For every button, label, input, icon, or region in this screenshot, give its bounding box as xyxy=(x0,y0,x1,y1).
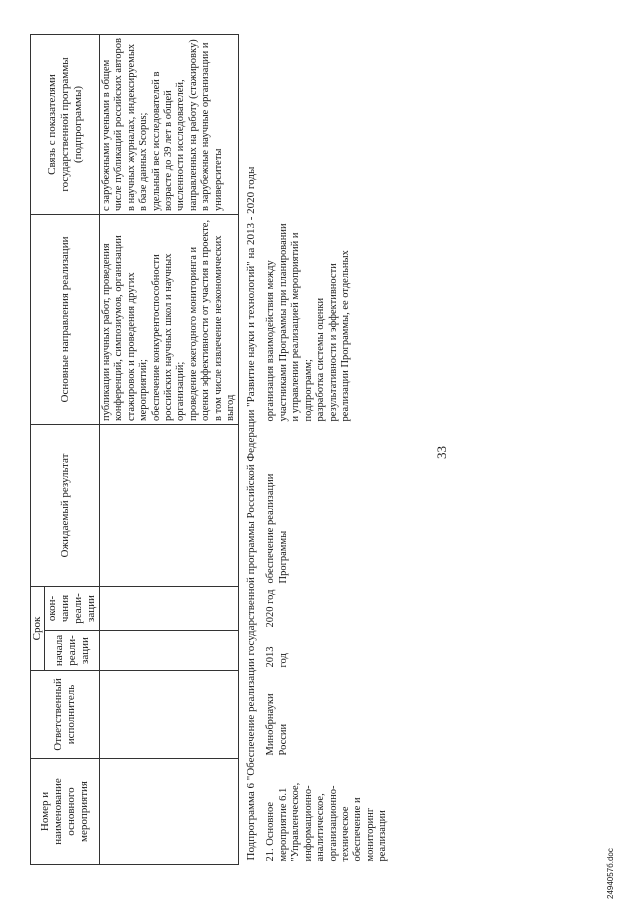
table-container xyxy=(30,35,391,865)
table-row-continuation xyxy=(100,35,239,865)
header-end: окон-чания реали-зации xyxy=(45,587,100,631)
header-number-name: Номер и наименование основного мероприятия xyxy=(31,759,100,865)
cell-executor: Минобрнауки России xyxy=(265,693,289,756)
table-header-row xyxy=(31,35,45,865)
cell-start-year: 2013 год xyxy=(265,646,289,668)
subprogram-title: Подпрограмма 6 "Обеспечение реализации государственной программы Российской Федерации "Развитие науки и технологий" на 2013 - 2020 годы xyxy=(239,35,265,865)
cell-empty xyxy=(100,631,239,671)
table-row-21 xyxy=(264,35,390,865)
cell-empty xyxy=(100,587,239,631)
cell-measure-name: 21. Основное мероприятие 6.1 "Управленческое, информационно-аналитическое, организационно-техническое обеспечение и мониторинг реализации xyxy=(265,782,389,862)
cell-empty xyxy=(100,671,239,759)
header-start: начала реали-зации xyxy=(45,631,100,671)
header-executor: Ответственный исполнитель xyxy=(31,671,100,759)
header-main-directions: Основные направления реализации xyxy=(31,215,100,425)
header-expected-result: Ожидаемый результат xyxy=(31,425,100,587)
cell-indicators-cont: с зарубежными учеными в общем числе публикаций российских авторов в научных журналах, индексируемых в базе данных Scopus; удельный вес исследователей в возрасте до 39 лет в общей численности исследователей, направленных на работу (стажировку) в зарубежные научные организации и университеты xyxy=(100,35,239,215)
measures-table xyxy=(30,34,391,865)
cell-expected-result: обеспечение реализации Программы xyxy=(265,473,289,584)
cell-indicators xyxy=(264,35,390,215)
subprogram-row xyxy=(239,35,265,865)
cell-end-year: 2020 год xyxy=(265,589,277,628)
header-indicators-link: Связь с показателями государственной программы (подпрограммы) xyxy=(31,35,100,215)
cell-directions: организация взаимодействия между участниками Программы при планировании и управлении реализацией мероприятий и подпрограмм; разработка системы оценки результативности и эффективности реализации Программы, ее отдельных xyxy=(265,223,351,422)
cell-directions-cont: публикации научных работ, проведения конференций, симпозиумов, организации стажировок и проведения других мероприятий; обеспечение конкурентоспособности российских научных школ и научных организаций; проведение ежегодного мониторинга и оценки эффективности от участия в проекте, в том числе извлечение неэкономических выгод xyxy=(100,215,239,425)
cell-empty xyxy=(100,425,239,587)
page-number: 33 xyxy=(434,446,449,459)
header-srok: Срок xyxy=(31,587,45,671)
footer-doc-code: 2494057б.doc xyxy=(606,848,615,899)
cell-empty xyxy=(100,759,239,865)
